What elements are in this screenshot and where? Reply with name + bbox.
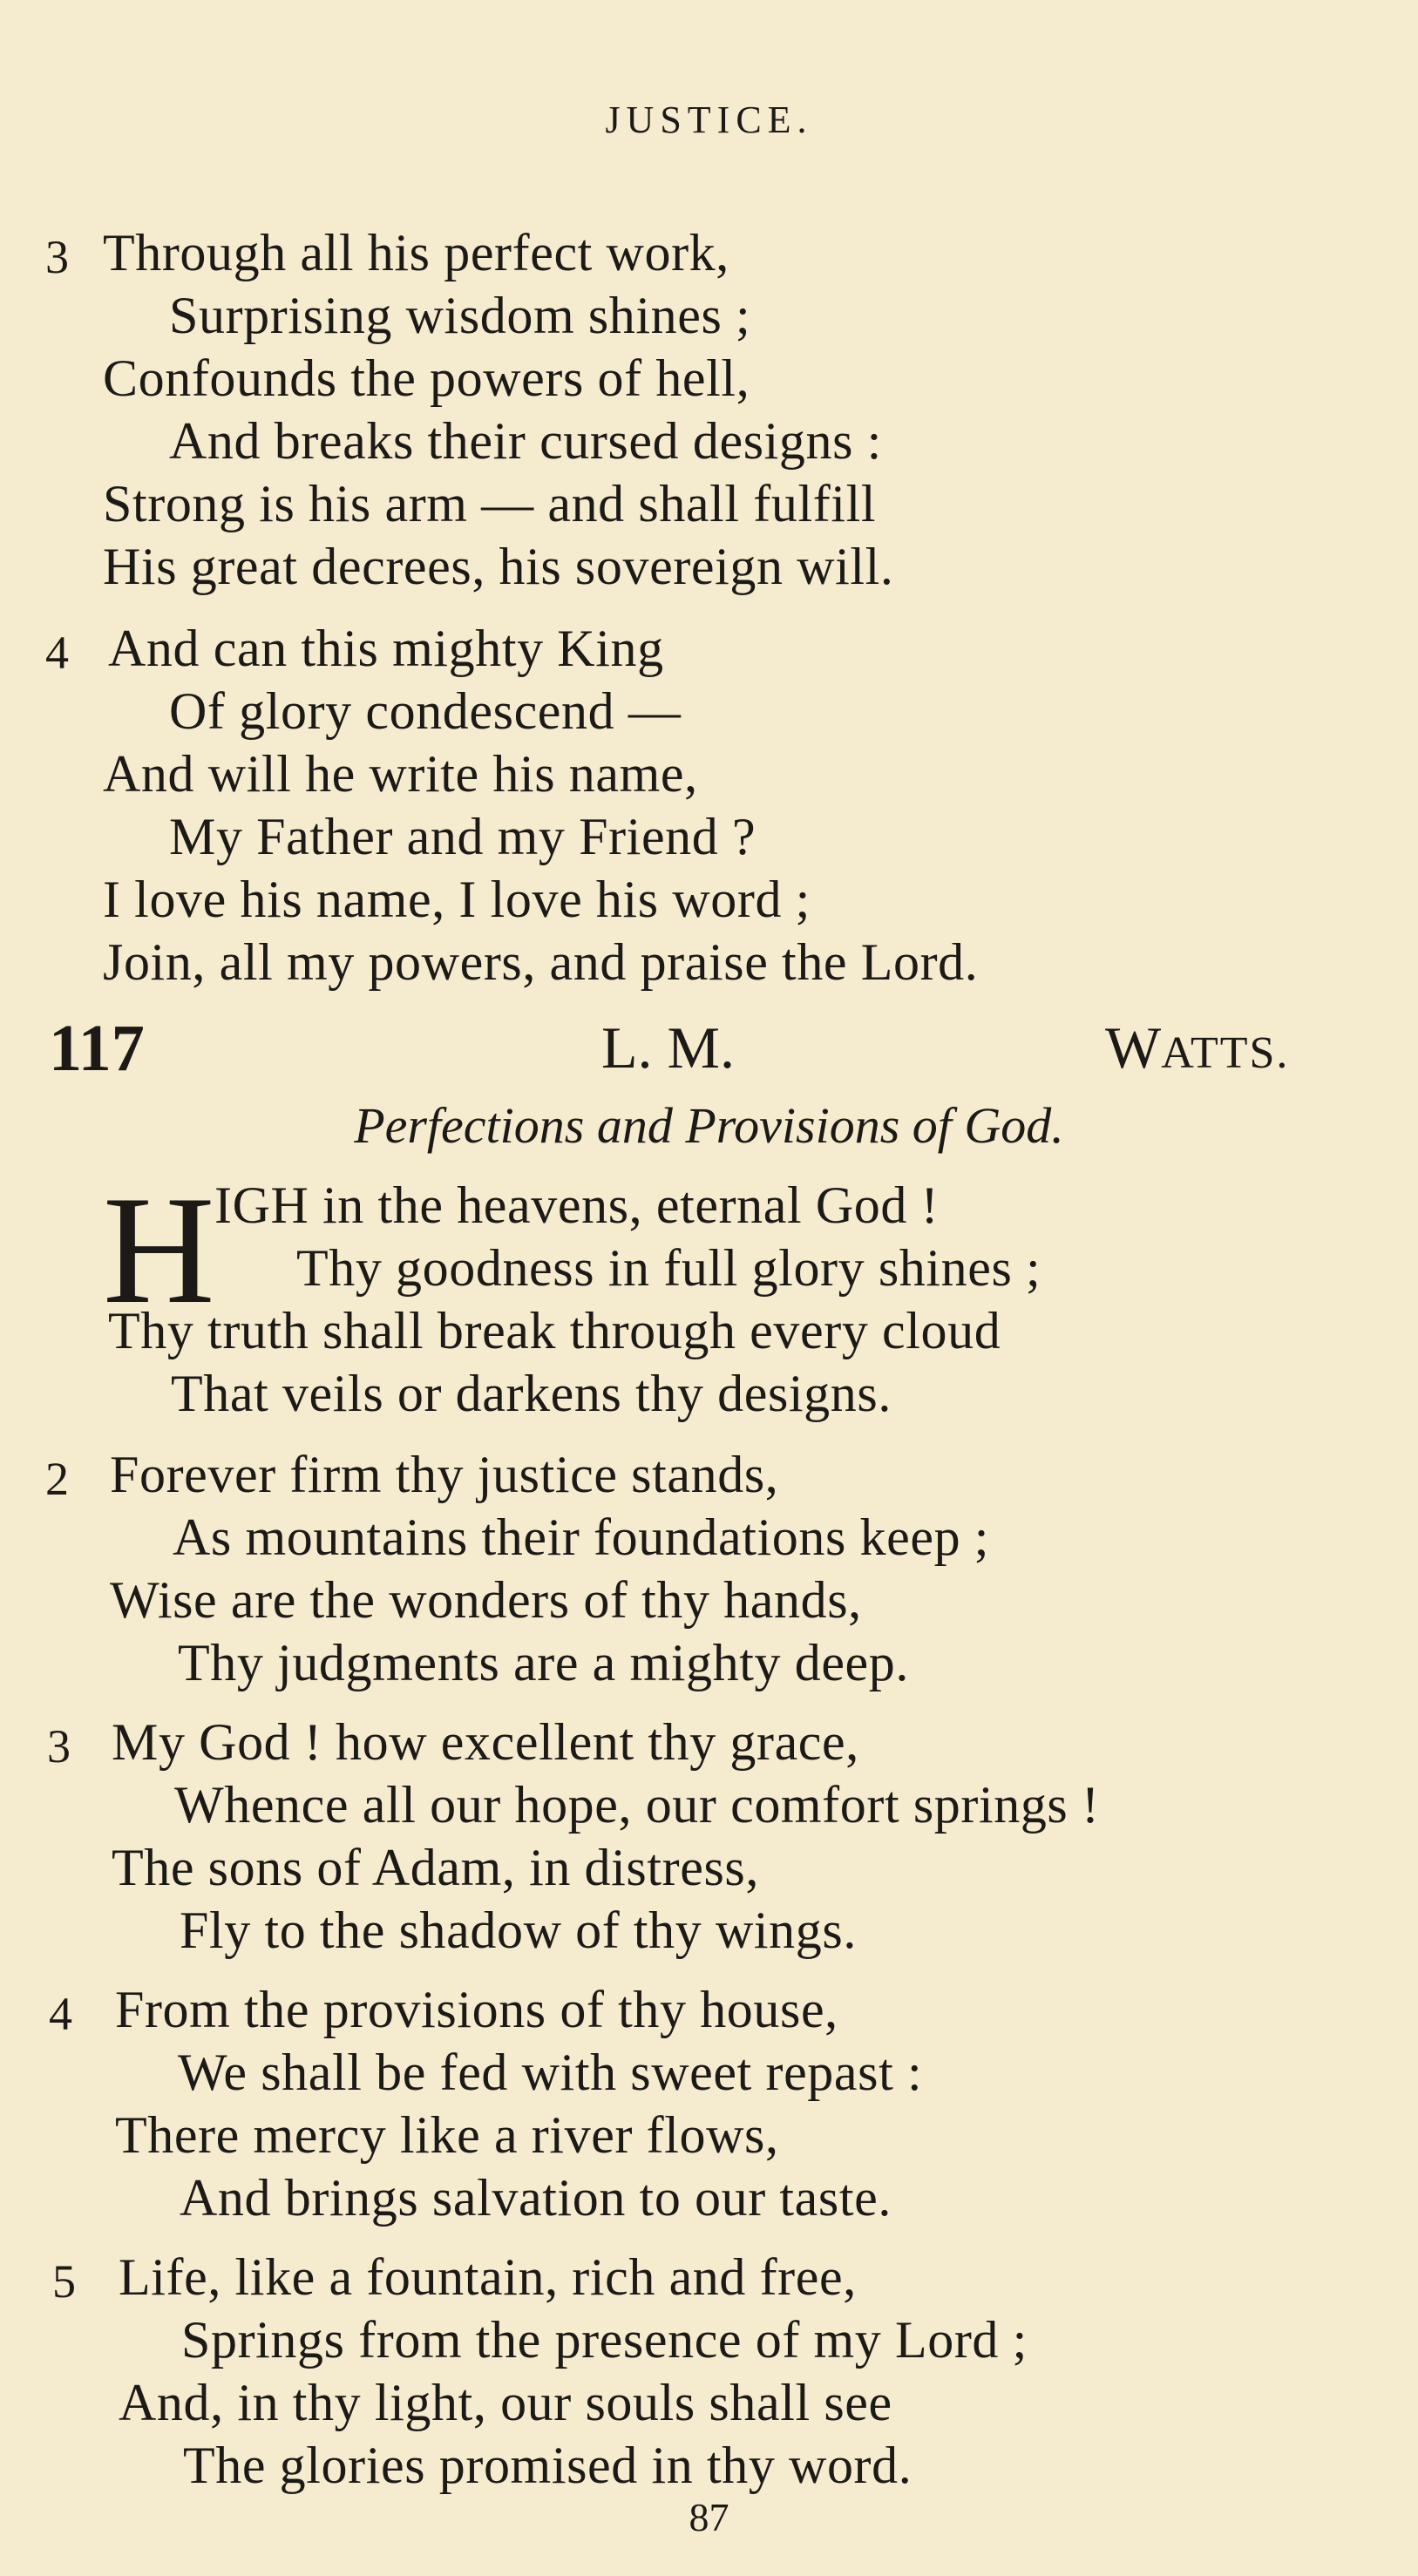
verse-line: And, in thy light, our souls shall see [119,2374,892,2431]
verse-line: As mountains their foundations keep ; [173,1508,990,1566]
hymn-title: Perfections and Provisions of God. [354,1097,1064,1154]
verse-line: Thy truth shall break through every cloud [108,1302,1001,1359]
author-initial: W [1105,1014,1162,1081]
verse-line: That veils or darkens thy designs. [171,1365,892,1422]
hymn-number: 117 [49,1012,145,1085]
verse-line: I love his name, I love his word ; [103,871,811,928]
verse-line: The glories promised in thy word. [183,2437,913,2494]
verse-line: My Father and my Friend ? [169,808,756,865]
verse-line: Join, all my powers, and praise the Lord. [103,933,979,991]
verse-line: Springs from the presence of my Lord ; [181,2311,1028,2369]
hymn-author [1105,1014,1290,1081]
drop-cap: H [103,1163,215,1336]
verse-line: Through all his perfect work, [103,224,729,281]
verse-line: And brings salvation to our taste. [180,2169,892,2227]
verse-line: Forever firm thy justice stands, [110,1446,779,1503]
verse-line: Confounds the powers of hell, [103,349,750,407]
page-number: 87 [689,2495,729,2539]
verse-line: We shall be fed with sweet repast : [178,2044,923,2101]
verse-number: 2 [45,1453,69,1505]
verse-line: My God ! how excellent thy grace, [112,1713,859,1771]
verse-number: 5 [52,2255,76,2308]
verse-line: His great decrees, his sovereign will. [103,538,894,595]
verse-line: IGH in the heavens, eternal God ! [214,1176,940,1234]
verse-line: And will he write his name, [103,745,698,803]
verse-line: Thy goodness in full glory shines ; [296,1239,1041,1297]
verse-line: Strong is his arm — and shall fulfill [103,475,877,532]
verse-line: The sons of Adam, in distress, [112,1839,759,1896]
verse-line: Wise are the wonders of thy hands, [110,1571,862,1629]
verse-line: There mercy like a river flows, [115,2106,779,2164]
verse-line: Life, like a fountain, rich and free, [119,2248,857,2306]
verse-number: 4 [45,627,69,679]
verse-line: Whence all our hope, our comfort springs ! [174,1776,1100,1834]
verse-line: Of glory condescend — [169,682,682,740]
verse-line: Surprising wisdom shines ; [169,287,751,344]
verse-number: 3 [45,231,69,283]
verse-line: And breaks their cursed designs : [169,412,882,470]
verse-number: 4 [49,1988,72,2040]
verse-number: 3 [47,1720,71,1773]
verse-line: Fly to the shadow of thy wings. [180,1901,857,1959]
hymn-meter: L. M. [601,1014,735,1081]
verse-line: From the provisions of thy house, [115,1981,838,2038]
author-rest: ATTS. [1161,1028,1290,1078]
running-head: JUSTICE. [605,98,813,141]
verse-line: Thy judgments are a mighty deep. [178,1634,909,1691]
verse-line: And can this mighty King [108,620,664,677]
